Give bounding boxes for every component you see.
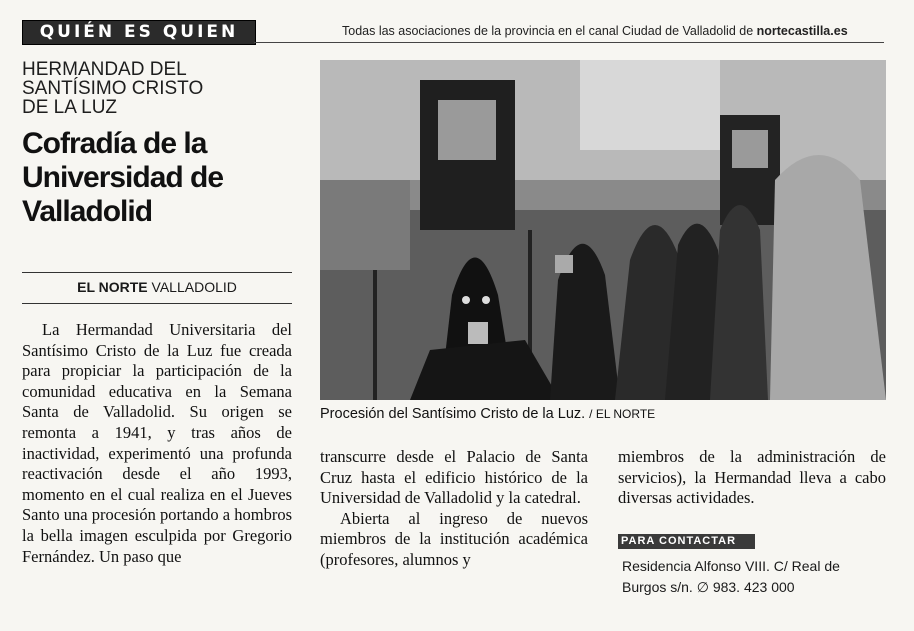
article-column-1: La Hermandad Universitaria del Santísimo Cristo de la Luz fue creada para propiciar la participación de la comunidad educativa en la Semana Santa de Valladolid. Su origen se remonta a 1941, y tras años de inactividad, experimentó una profunda reactivación desde el año 1993, momento en el cual realiza en el Jueves Santo una procesión portando a hombros la bella imagen esculpida por Gregorio Fernández. Un paso que: [22, 320, 292, 566]
procession-photo-art: [320, 60, 886, 400]
contact-info: [622, 556, 884, 598]
byline-outlet: EL NORTE: [77, 279, 148, 295]
caption-text: Procesión del Santísimo Cristo de la Luz.: [320, 406, 586, 422]
promo-text: Todas las asociaciones de la provincia en el canal Ciudad de Valladolid de: [342, 24, 757, 38]
photo-caption: [320, 406, 886, 422]
byline-place: VALLADOLID: [151, 279, 237, 295]
article-column-2: [320, 447, 588, 571]
column-2-paragraph-1: transcurre desde el Palacio de Santa Cruz hasta el edificio histórico de la Universidad de Valladolid y la catedral.: [320, 447, 588, 508]
headline: [22, 127, 312, 229]
byline: [22, 279, 292, 295]
contact-address: Residencia Alfonso VIII. C/ Real de Burgos s/n.: [622, 558, 840, 595]
kicker-line: SANTÍSIMO CRISTO: [22, 78, 204, 99]
headline-line: Cofradía de la: [22, 127, 207, 160]
procession-photo: [320, 60, 886, 400]
kicker-line: DE LA LUZ: [22, 97, 118, 118]
article-column-3: [618, 447, 886, 509]
contact-label: PARA CONTACTAR: [618, 534, 755, 549]
headline-line: Universidad de: [22, 161, 224, 194]
column-2-paragraph-2: Abierta al ingreso de nuevos miembros de la institución académica (profesores, alumnos y: [320, 508, 588, 569]
photo-credit: / EL NORTE: [589, 407, 656, 421]
contact-phone: 983. 423 000: [712, 579, 795, 595]
kicker-line: HERMANDAD DEL: [22, 59, 187, 80]
byline-top-rule: [22, 272, 292, 273]
section-tag: QUIÉN ES QUIEN: [22, 20, 256, 45]
headline-line: Valladolid: [22, 195, 153, 228]
byline-bottom-rule: [22, 303, 292, 304]
column-3-paragraph-1: miembros de la administración de servicios), la Hermandad lleva a cabo diversas actividades.: [618, 447, 886, 508]
promo-site-link[interactable]: nortecastilla.es: [756, 24, 848, 38]
header-rule: [254, 42, 884, 43]
phone-icon: ∅: [696, 579, 709, 595]
promo-line: [342, 24, 887, 38]
kicker: [22, 60, 312, 117]
